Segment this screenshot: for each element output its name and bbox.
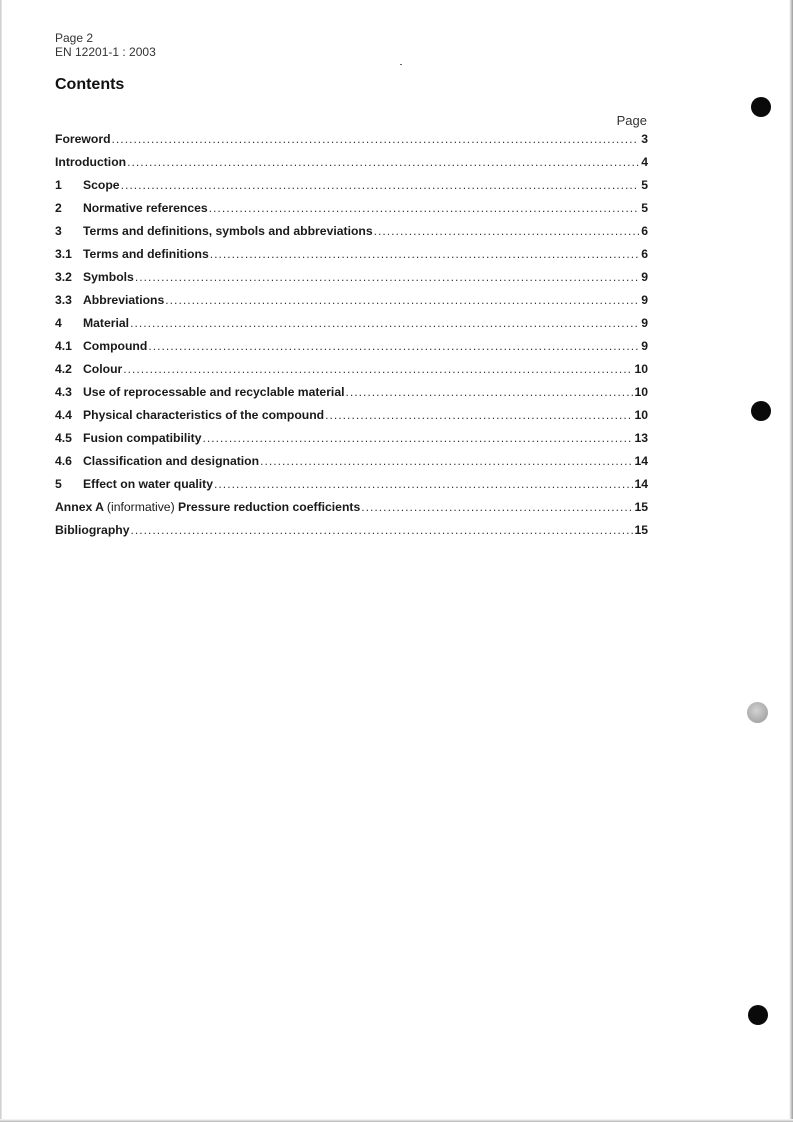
page-header bbox=[55, 31, 156, 59]
toc-entry[interactable] bbox=[55, 385, 648, 408]
toc-dot-leader bbox=[165, 293, 639, 307]
toc-entry[interactable] bbox=[55, 132, 648, 155]
toc-entry[interactable] bbox=[55, 408, 648, 431]
toc-entry-number: 3.3 bbox=[55, 293, 72, 307]
toc-entry-title bbox=[55, 500, 360, 514]
table-of-contents bbox=[55, 132, 648, 546]
toc-entry-number: 1 bbox=[55, 178, 62, 192]
toc-entry-title bbox=[83, 178, 120, 192]
toc-dot-leader bbox=[127, 155, 639, 169]
toc-entry-page: 4 bbox=[641, 155, 648, 169]
toc-entry-title-text: Introduction bbox=[55, 155, 127, 169]
punch-hole bbox=[747, 702, 768, 723]
toc-entry-page: 10 bbox=[634, 408, 648, 422]
toc-entry-title bbox=[83, 316, 129, 330]
toc-entry-title-text: Physical characteristics of the compound bbox=[83, 408, 325, 422]
toc-entry-title bbox=[55, 132, 111, 146]
scan-edge-right bbox=[789, 0, 793, 1122]
toc-dot-leader bbox=[130, 316, 639, 330]
toc-entry[interactable] bbox=[55, 224, 648, 247]
toc-entry-title bbox=[83, 270, 134, 284]
toc-entry-title bbox=[83, 247, 209, 261]
toc-dot-leader bbox=[130, 523, 633, 537]
toc-entry-title-text: Terms and definitions, symbols and abbreviations bbox=[83, 224, 373, 238]
toc-entry[interactable] bbox=[55, 201, 648, 224]
toc-entry-number: 4.3 bbox=[55, 385, 72, 399]
toc-entry-title-text: Compound bbox=[83, 339, 148, 353]
toc-entry-title-text: Effect on water quality bbox=[83, 477, 214, 491]
toc-entry-page: 3 bbox=[641, 132, 648, 146]
toc-entry-title bbox=[55, 155, 126, 169]
toc-entry-title bbox=[83, 224, 373, 238]
toc-entry-title-rest: Pressure reduction coefficients bbox=[178, 500, 361, 514]
toc-entry-title bbox=[55, 523, 129, 537]
toc-entry[interactable] bbox=[55, 500, 648, 523]
toc-dot-leader bbox=[123, 362, 633, 376]
toc-entry-title bbox=[83, 454, 259, 468]
toc-entry-page: 14 bbox=[634, 454, 648, 468]
scan-speck bbox=[400, 64, 402, 65]
toc-entry-number: 4.2 bbox=[55, 362, 72, 376]
toc-entry-title bbox=[83, 431, 202, 445]
toc-entry-title bbox=[83, 385, 344, 399]
toc-entry-number: 4.5 bbox=[55, 431, 72, 445]
toc-entry-title-text: Annex A bbox=[55, 500, 104, 514]
toc-entry-number: 2 bbox=[55, 201, 62, 215]
toc-entry[interactable] bbox=[55, 247, 648, 270]
punch-hole bbox=[751, 97, 771, 117]
toc-entry-number: 4.1 bbox=[55, 339, 72, 353]
toc-dot-leader bbox=[135, 270, 639, 284]
toc-entry-page: 14 bbox=[634, 477, 648, 491]
toc-entry-page: 6 bbox=[641, 247, 648, 261]
toc-entry-title bbox=[83, 477, 213, 491]
toc-entry-title bbox=[83, 201, 208, 215]
toc-entry-page: 6 bbox=[641, 224, 648, 238]
toc-entry-number: 5 bbox=[55, 477, 62, 491]
toc-entry-number: 4.6 bbox=[55, 454, 72, 468]
toc-entry-title bbox=[83, 339, 147, 353]
toc-dot-leader bbox=[121, 178, 639, 192]
toc-entry-number: 4.4 bbox=[55, 408, 72, 422]
toc-entry-page: 10 bbox=[634, 362, 648, 376]
toc-entry-page: 5 bbox=[641, 201, 648, 215]
toc-entry-title bbox=[83, 408, 324, 422]
toc-entry[interactable] bbox=[55, 523, 648, 546]
toc-dot-leader bbox=[361, 500, 633, 514]
toc-entry-title-text: Terms and definitions bbox=[83, 247, 209, 261]
toc-dot-leader bbox=[210, 247, 639, 261]
toc-entry-title-text: Material bbox=[83, 316, 130, 330]
toc-dot-leader bbox=[345, 385, 633, 399]
toc-entry-title-text: Classification and designation bbox=[83, 454, 260, 468]
toc-entry[interactable] bbox=[55, 431, 648, 454]
toc-entry[interactable] bbox=[55, 362, 648, 385]
toc-entry-page: 9 bbox=[641, 339, 648, 353]
toc-entry-page: 10 bbox=[634, 385, 648, 399]
toc-entry-page: 9 bbox=[641, 293, 648, 307]
toc-entry[interactable] bbox=[55, 178, 648, 201]
page-title: Contents bbox=[55, 76, 125, 93]
toc-entry-number: 3.1 bbox=[55, 247, 72, 261]
toc-entry-page: 13 bbox=[634, 431, 648, 445]
toc-entry[interactable] bbox=[55, 477, 648, 500]
scan-edge-left bbox=[0, 0, 2, 1122]
toc-entry-page: 9 bbox=[641, 316, 648, 330]
toc-dot-leader bbox=[325, 408, 633, 422]
toc-entry-title bbox=[83, 293, 164, 307]
toc-entry-title-text: Scope bbox=[83, 178, 120, 192]
toc-entry-page: 9 bbox=[641, 270, 648, 284]
toc-entry-title bbox=[83, 362, 122, 376]
toc-dot-leader bbox=[112, 132, 639, 146]
toc-dot-leader bbox=[214, 477, 633, 491]
toc-entry-page: 15 bbox=[634, 523, 648, 537]
toc-dot-leader bbox=[260, 454, 633, 468]
page-column-label: Page bbox=[616, 113, 647, 128]
punch-hole bbox=[751, 401, 771, 421]
toc-entry-page: 15 bbox=[634, 500, 648, 514]
toc-entry-number: 3.2 bbox=[55, 270, 72, 284]
toc-dot-leader bbox=[203, 431, 634, 445]
toc-entry-page: 5 bbox=[641, 178, 648, 192]
punch-hole bbox=[748, 1005, 768, 1025]
toc-entry-title-text: Use of reprocessable and recyclable material bbox=[83, 385, 345, 399]
toc-entry[interactable] bbox=[55, 454, 648, 477]
toc-entry-title-text: Symbols bbox=[83, 270, 134, 284]
page-label: Page 2 bbox=[55, 31, 94, 45]
toc-entry-title-text: Abbreviations bbox=[83, 293, 165, 307]
toc-dot-leader bbox=[209, 201, 639, 215]
toc-entry[interactable] bbox=[55, 293, 648, 316]
toc-entry-title-text: Bibliography bbox=[55, 523, 130, 537]
toc-entry-title-text: Colour bbox=[83, 362, 123, 376]
toc-entry-title-text: Foreword bbox=[55, 132, 111, 146]
toc-entry[interactable] bbox=[55, 316, 648, 339]
toc-entry-title-text: Normative references bbox=[83, 201, 208, 215]
toc-entry-qualifier: (informative) bbox=[106, 500, 175, 514]
toc-entry-number: 4 bbox=[55, 316, 62, 330]
standard-reference: EN 12201-1 : 2003 bbox=[55, 45, 156, 59]
toc-entry-number: 3 bbox=[55, 224, 62, 238]
toc-dot-leader bbox=[374, 224, 639, 238]
toc-dot-leader bbox=[148, 339, 639, 353]
toc-entry[interactable] bbox=[55, 339, 648, 362]
toc-entry[interactable] bbox=[55, 155, 648, 178]
toc-entry[interactable] bbox=[55, 270, 648, 293]
toc-entry-title-text: Fusion compatibility bbox=[83, 431, 202, 445]
